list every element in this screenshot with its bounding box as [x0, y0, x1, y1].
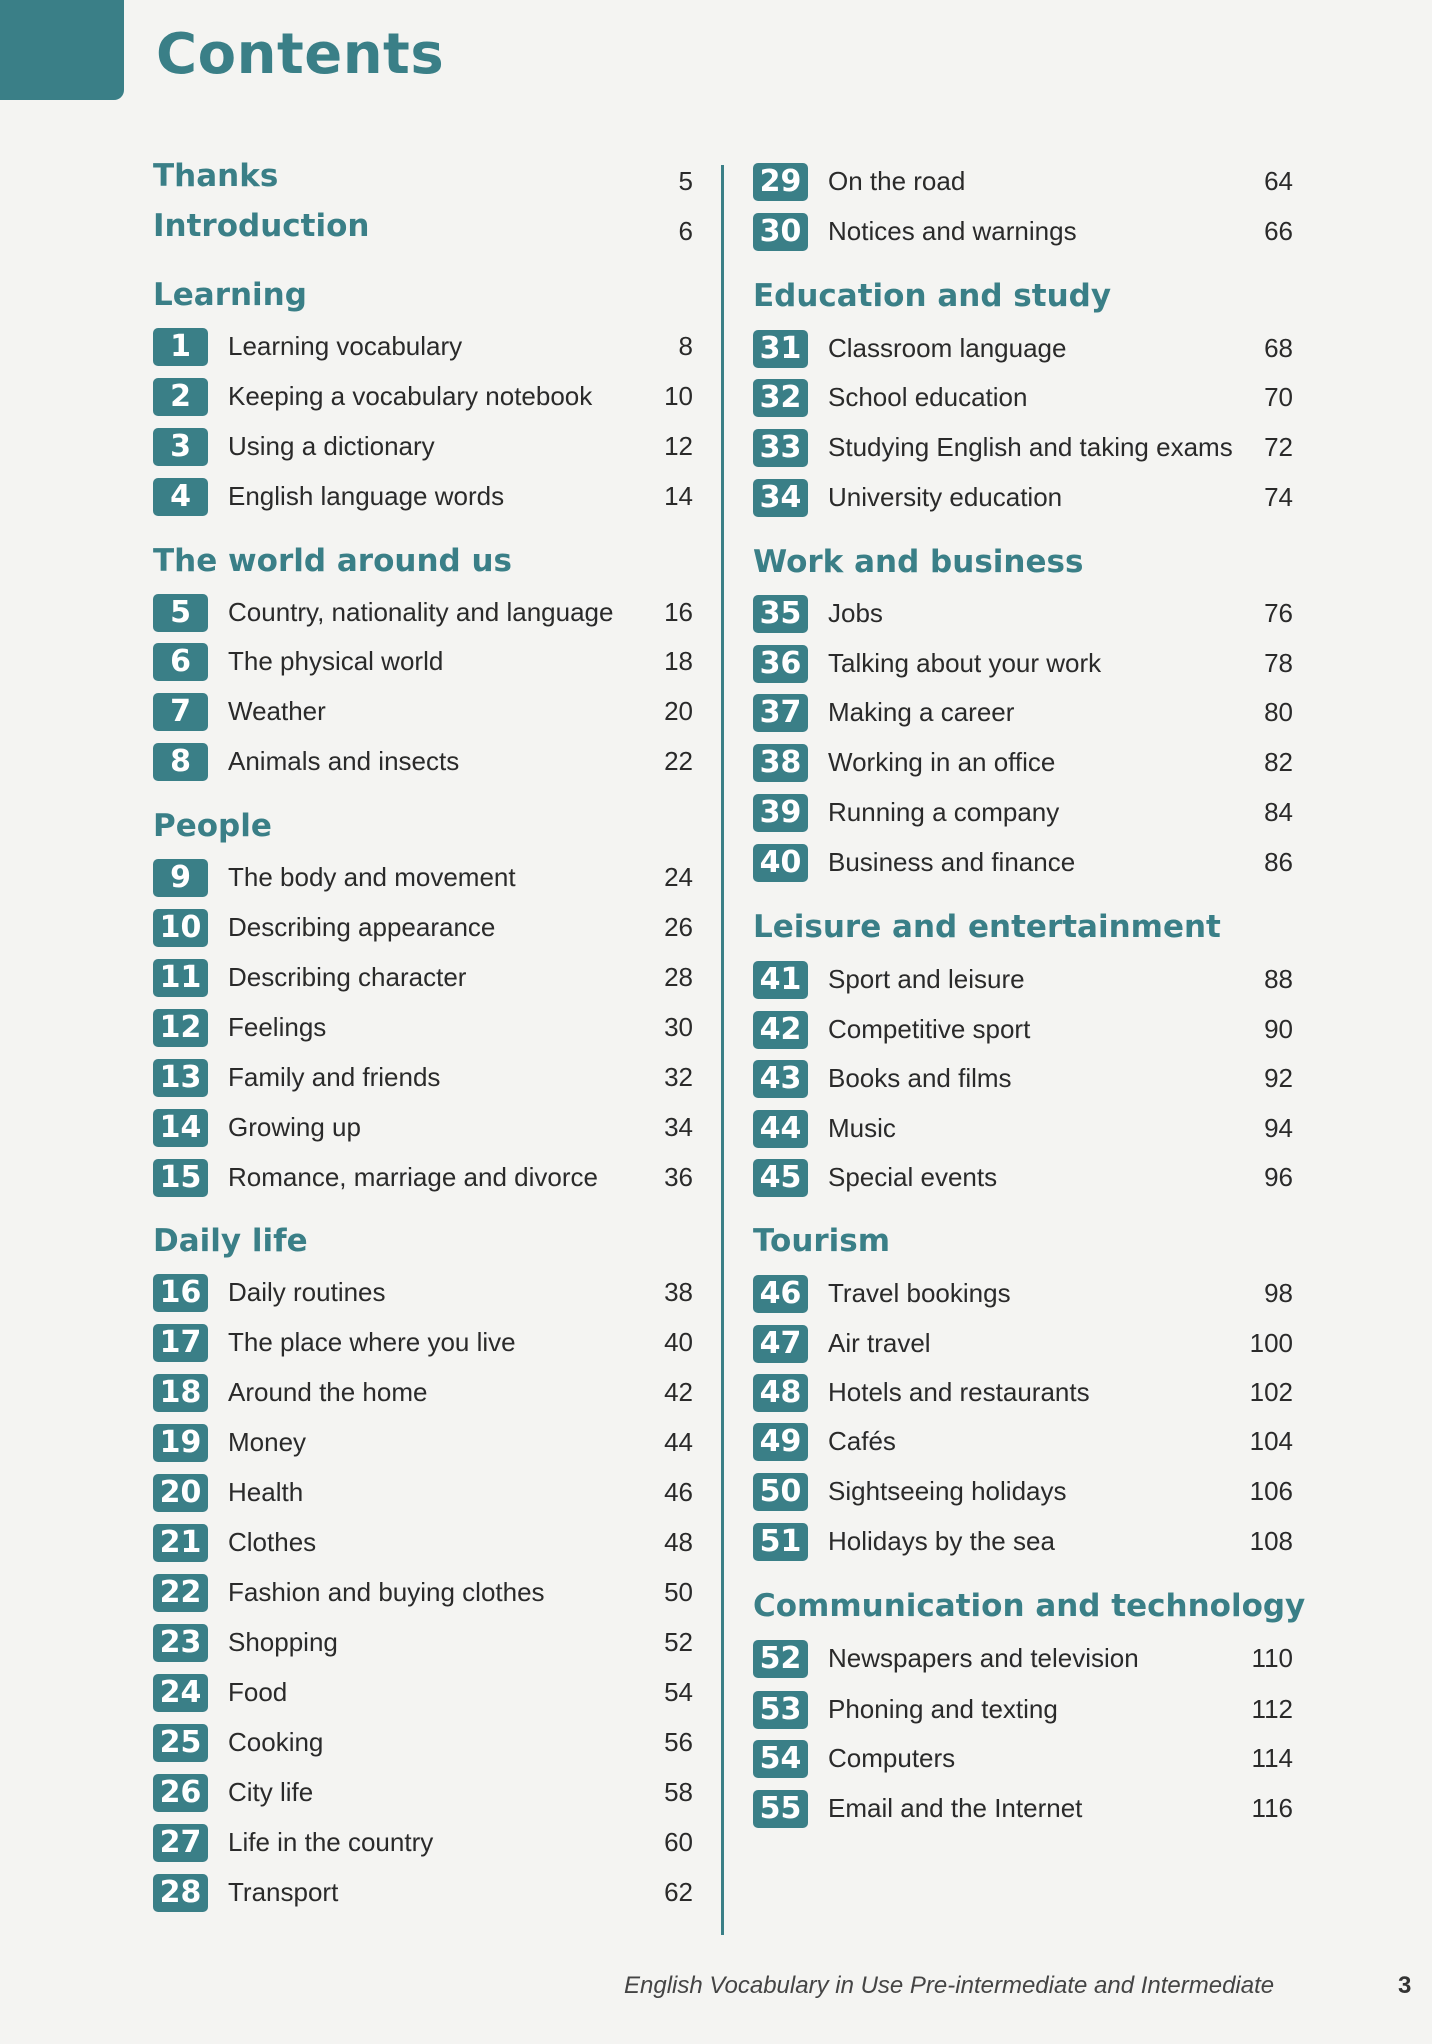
unit-number-badge: 35 — [753, 595, 808, 633]
unit-number-badge: 39 — [753, 794, 808, 832]
unit-number-badge: 26 — [153, 1774, 208, 1812]
unit-number-badge: 41 — [753, 961, 808, 999]
unit-title: English language words — [228, 481, 505, 511]
section-heading: Tourism — [753, 1223, 891, 1259]
page-ref: 76 — [1264, 598, 1293, 628]
unit-number-badge: 53 — [753, 1691, 808, 1729]
page-ref: 62 — [664, 1877, 693, 1907]
unit-number-badge: 22 — [153, 1574, 208, 1612]
unit-title: Fashion and buying clothes — [228, 1577, 545, 1607]
unit-title: Competitive sport — [828, 1014, 1031, 1044]
unit-number-badge: 17 — [153, 1324, 208, 1362]
unit-title: School education — [828, 382, 1028, 412]
contents-entry[interactable] — [153, 1156, 693, 1198]
unit-number-badge: 45 — [753, 1159, 808, 1197]
page-ref: 50 — [664, 1577, 693, 1607]
unit-title: The body and movement — [228, 862, 516, 892]
unit-title: On the road — [828, 166, 966, 196]
unit-title: Keeping a vocabulary notebook — [228, 381, 593, 411]
column-divider — [721, 165, 724, 1935]
unit-number-badge: 13 — [153, 1059, 208, 1097]
contents-entry[interactable] — [153, 1521, 693, 1563]
unit-title: The place where you live — [228, 1327, 516, 1357]
page-ref: 86 — [1264, 847, 1293, 877]
unit-number-badge: 30 — [753, 213, 808, 251]
page-ref: 46 — [664, 1477, 693, 1507]
contents-entry[interactable] — [753, 1272, 1293, 1314]
contents-entry[interactable] — [153, 1571, 693, 1613]
page-ref: 88 — [1264, 964, 1293, 994]
unit-title: Using a dictionary — [228, 431, 435, 461]
unit-title: Books and films — [828, 1063, 1012, 1093]
page-ref: 78 — [1264, 648, 1293, 678]
unit-title: Cafés — [828, 1426, 896, 1456]
unit-number-badge: 48 — [753, 1374, 808, 1412]
contents-entry[interactable] — [153, 1056, 693, 1098]
unit-number-badge: 34 — [753, 479, 808, 517]
contents-entry[interactable] — [753, 1737, 1293, 1779]
unit-title: Weather — [228, 696, 326, 726]
contents-entry[interactable] — [753, 958, 1293, 1000]
header-tab — [0, 0, 124, 100]
unit-title: Sport and leisure — [828, 964, 1025, 994]
page-ref: 30 — [664, 1012, 693, 1042]
unit-number-badge: 47 — [753, 1325, 808, 1363]
contents-entry[interactable] — [753, 210, 1293, 252]
contents-entry[interactable] — [153, 1006, 693, 1048]
contents-entry[interactable] — [753, 1156, 1293, 1198]
contents-entry[interactable] — [753, 1107, 1293, 1149]
unit-number-badge: 18 — [153, 1374, 208, 1412]
unit-title: The physical world — [228, 646, 444, 676]
unit-number-badge: 31 — [753, 330, 808, 368]
contents-entry[interactable] — [753, 1688, 1293, 1730]
page-ref: 32 — [664, 1062, 693, 1092]
contents-entry[interactable] — [153, 591, 693, 633]
section-heading: Leisure and entertainment — [753, 909, 1221, 945]
page-ref: 100 — [1249, 1328, 1293, 1358]
unit-title: Talking about your work — [828, 648, 1102, 678]
contents-entry[interactable] — [753, 376, 1293, 418]
unit-title: Animals and insects — [228, 746, 460, 776]
page-ref: 98 — [1264, 1278, 1293, 1308]
unit-number-badge: 28 — [153, 1874, 208, 1912]
contents-entry[interactable] — [153, 325, 693, 367]
unit-title: Country, nationality and language — [228, 597, 614, 627]
page-ref: 42 — [664, 1377, 693, 1407]
unit-number-badge: 10 — [153, 909, 208, 947]
contents-entry[interactable] — [753, 791, 1293, 833]
unit-title: Around the home — [228, 1377, 428, 1407]
page-ref: 84 — [1264, 797, 1293, 827]
contents-entry[interactable] — [153, 1671, 693, 1713]
page-ref: 92 — [1264, 1063, 1293, 1093]
page-ref: 68 — [1264, 333, 1293, 363]
unit-number-badge: 29 — [753, 163, 808, 201]
unit-number-badge: 44 — [753, 1110, 808, 1148]
unit-title: Life in the country — [228, 1827, 434, 1857]
page-ref: 44 — [664, 1427, 693, 1457]
unit-title: Newspapers and television — [828, 1643, 1139, 1673]
contents-entry[interactable] — [153, 1721, 693, 1763]
unit-number-badge: 27 — [153, 1824, 208, 1862]
unit-number-badge: 11 — [153, 959, 208, 997]
unit-title: Business and finance — [828, 847, 1076, 877]
contents-entry[interactable] — [153, 856, 693, 898]
page-ref: 90 — [1264, 1014, 1293, 1044]
page-ref: 54 — [664, 1677, 693, 1707]
unit-number-badge: 49 — [753, 1423, 808, 1461]
page-ref: 64 — [1264, 166, 1293, 196]
unit-title: Computers — [828, 1743, 956, 1773]
contents-entry[interactable] — [153, 1421, 693, 1463]
contents-entry[interactable] — [753, 160, 1293, 202]
unit-number-badge: 3 — [153, 428, 208, 466]
unit-title: Jobs — [828, 598, 883, 628]
contents-entry[interactable] — [153, 1321, 693, 1363]
unit-number-badge: 24 — [153, 1674, 208, 1712]
contents-entry — [153, 210, 693, 252]
unit-number-badge: 51 — [753, 1523, 808, 1561]
footer-book-title: English Vocabulary in Use Pre-intermediate and Intermediate — [624, 1972, 1275, 1999]
contents-entry[interactable] — [153, 1271, 693, 1313]
page-ref: 114 — [1251, 1743, 1293, 1773]
contents-entry[interactable] — [153, 1471, 693, 1513]
page-ref: 40 — [664, 1327, 693, 1357]
unit-title: Daily routines — [228, 1277, 386, 1307]
section-heading: Communication and technology — [753, 1588, 1306, 1624]
front-matter-label: Introduction — [153, 208, 370, 244]
page-ref: 36 — [664, 1162, 693, 1192]
page-ref: 66 — [1264, 216, 1293, 246]
contents-entry[interactable] — [753, 426, 1293, 468]
unit-number-badge: 52 — [753, 1640, 808, 1678]
unit-number-badge: 8 — [153, 743, 208, 781]
contents-entry[interactable] — [753, 741, 1293, 783]
page-ref: 10 — [664, 381, 693, 411]
unit-number-badge: 36 — [753, 645, 808, 683]
unit-title: Working in an office — [828, 747, 1056, 777]
page-ref: 60 — [664, 1827, 693, 1857]
contents-entry[interactable] — [753, 1008, 1293, 1050]
unit-number-badge: 1 — [153, 328, 208, 366]
unit-title: Phoning and texting — [828, 1694, 1058, 1724]
unit-title: Transport — [228, 1877, 339, 1907]
unit-title: Describing character — [228, 962, 467, 992]
contents-entry[interactable] — [153, 906, 693, 948]
unit-number-badge: 7 — [153, 693, 208, 731]
page-ref: 104 — [1249, 1426, 1293, 1456]
page-ref: 116 — [1251, 1793, 1293, 1823]
page-ref: 106 — [1249, 1476, 1293, 1506]
unit-number-badge: 6 — [153, 643, 208, 681]
unit-title: Romance, marriage and divorce — [228, 1162, 598, 1192]
unit-number-badge: 38 — [753, 744, 808, 782]
page-ref: 102 — [1249, 1377, 1293, 1407]
page-number: 3 — [1398, 1972, 1412, 1999]
page-ref: 18 — [664, 646, 693, 676]
page-ref: 16 — [664, 597, 693, 627]
unit-title: City life — [228, 1777, 314, 1807]
unit-number-badge: 9 — [153, 859, 208, 897]
unit-title: Describing appearance — [228, 912, 496, 942]
contents-entry[interactable] — [753, 1371, 1293, 1413]
page-ref: 28 — [664, 962, 693, 992]
unit-title: Music — [828, 1113, 896, 1143]
contents-entry[interactable] — [153, 1871, 693, 1913]
contents-entry[interactable] — [753, 1322, 1293, 1364]
page-ref: 24 — [664, 862, 693, 892]
page-ref: 110 — [1251, 1643, 1293, 1673]
page-ref: 58 — [664, 1777, 693, 1807]
page-ref: 108 — [1249, 1526, 1293, 1556]
unit-number-badge: 19 — [153, 1424, 208, 1462]
contents-entry[interactable] — [153, 475, 693, 517]
contents-entry[interactable] — [153, 375, 693, 417]
contents-entry[interactable] — [753, 592, 1293, 634]
unit-title: Notices and warnings — [828, 216, 1077, 246]
page-title: Contents — [156, 22, 445, 87]
unit-number-badge: 5 — [153, 594, 208, 632]
page-ref: 52 — [664, 1627, 693, 1657]
unit-title: Shopping — [228, 1627, 338, 1657]
unit-title: Sightseeing holidays — [828, 1476, 1067, 1506]
contents-entry[interactable] — [753, 1787, 1293, 1829]
contents-entry[interactable] — [753, 691, 1293, 733]
unit-title: Cooking — [228, 1727, 324, 1757]
unit-number-badge: 21 — [153, 1524, 208, 1562]
unit-number-badge: 20 — [153, 1474, 208, 1512]
unit-number-badge: 33 — [753, 429, 808, 467]
page-ref: 94 — [1264, 1113, 1293, 1143]
contents-entry[interactable] — [753, 1637, 1293, 1679]
page-ref: 34 — [664, 1112, 693, 1142]
contents-entry[interactable] — [753, 642, 1293, 684]
contents-entry[interactable] — [153, 1106, 693, 1148]
unit-number-badge: 16 — [153, 1274, 208, 1312]
unit-title: Classroom language — [828, 333, 1067, 363]
front-matter-label: Thanks — [153, 158, 279, 194]
page-ref: 48 — [664, 1527, 693, 1557]
contents-entry[interactable] — [153, 425, 693, 467]
unit-number-badge: 14 — [153, 1109, 208, 1147]
contents-entry[interactable] — [153, 1821, 693, 1863]
page-ref: 14 — [664, 481, 693, 511]
page-ref: 38 — [664, 1277, 693, 1307]
unit-number-badge: 2 — [153, 378, 208, 416]
unit-title: Health — [228, 1477, 304, 1507]
page-ref: 112 — [1251, 1694, 1293, 1724]
contents-entry[interactable] — [753, 1520, 1293, 1562]
contents-entry[interactable] — [753, 841, 1293, 883]
page-ref: 80 — [1264, 697, 1293, 727]
page-ref: 22 — [664, 746, 693, 776]
contents-entry[interactable] — [153, 1621, 693, 1663]
unit-number-badge: 37 — [753, 694, 808, 732]
unit-title: Making a career — [828, 697, 1015, 727]
unit-title: Money — [228, 1427, 307, 1457]
section-heading: Daily life — [153, 1223, 308, 1259]
contents-entry[interactable] — [753, 1470, 1293, 1512]
unit-title: Studying English and taking exams — [828, 432, 1233, 462]
page-ref: 6 — [678, 216, 693, 246]
unit-title: Family and friends — [228, 1062, 441, 1092]
section-heading: Work and business — [753, 544, 1084, 580]
page-ref: 20 — [664, 696, 693, 726]
unit-title: Growing up — [228, 1112, 361, 1142]
unit-number-badge: 50 — [753, 1473, 808, 1511]
unit-title: Holidays by the sea — [828, 1526, 1055, 1556]
unit-number-badge: 23 — [153, 1624, 208, 1662]
unit-title: Learning vocabulary — [228, 331, 463, 361]
contents-entry[interactable] — [753, 327, 1293, 369]
unit-number-badge: 46 — [753, 1275, 808, 1313]
unit-title: Email and the Internet — [828, 1793, 1083, 1823]
contents-entry[interactable] — [753, 1420, 1293, 1462]
unit-number-badge: 32 — [753, 379, 808, 417]
page-ref: 8 — [678, 331, 693, 361]
contents-entry — [153, 160, 693, 202]
page-ref: 74 — [1264, 482, 1293, 512]
section-heading: Education and study — [753, 278, 1112, 314]
section-heading: Learning — [153, 277, 307, 313]
page-ref: 26 — [664, 912, 693, 942]
page-ref: 56 — [664, 1727, 693, 1757]
contents-entry[interactable] — [153, 1771, 693, 1813]
unit-title: Running a company — [828, 797, 1060, 827]
contents-entry[interactable] — [153, 1371, 693, 1413]
unit-title: Clothes — [228, 1527, 317, 1557]
unit-number-badge: 4 — [153, 478, 208, 516]
contents-entry[interactable] — [753, 476, 1293, 518]
unit-title: Feelings — [228, 1012, 327, 1042]
unit-number-badge: 43 — [753, 1060, 808, 1098]
contents-entry[interactable] — [153, 740, 693, 782]
contents-entry[interactable] — [153, 690, 693, 732]
unit-number-badge: 54 — [753, 1740, 808, 1778]
unit-number-badge: 40 — [753, 844, 808, 882]
unit-number-badge: 55 — [753, 1790, 808, 1828]
unit-number-badge: 42 — [753, 1011, 808, 1049]
page-ref: 72 — [1264, 432, 1293, 462]
page-ref: 12 — [664, 431, 693, 461]
page-ref: 5 — [678, 166, 693, 196]
section-heading: People — [153, 808, 272, 844]
unit-number-badge: 15 — [153, 1159, 208, 1197]
page-ref: 70 — [1264, 382, 1293, 412]
contents-entry[interactable] — [153, 956, 693, 998]
unit-title: University education — [828, 482, 1063, 512]
section-heading: The world around us — [153, 543, 513, 579]
unit-number-badge: 12 — [153, 1009, 208, 1047]
unit-title: Travel bookings — [828, 1278, 1011, 1308]
contents-entry[interactable] — [153, 640, 693, 682]
unit-title: Food — [228, 1677, 288, 1707]
unit-number-badge: 25 — [153, 1724, 208, 1762]
unit-title: Special events — [828, 1162, 998, 1192]
contents-entry[interactable] — [753, 1057, 1293, 1099]
unit-title: Air travel — [828, 1328, 931, 1358]
page-ref: 82 — [1264, 747, 1293, 777]
page-ref: 96 — [1264, 1162, 1293, 1192]
unit-title: Hotels and restaurants — [828, 1377, 1090, 1407]
